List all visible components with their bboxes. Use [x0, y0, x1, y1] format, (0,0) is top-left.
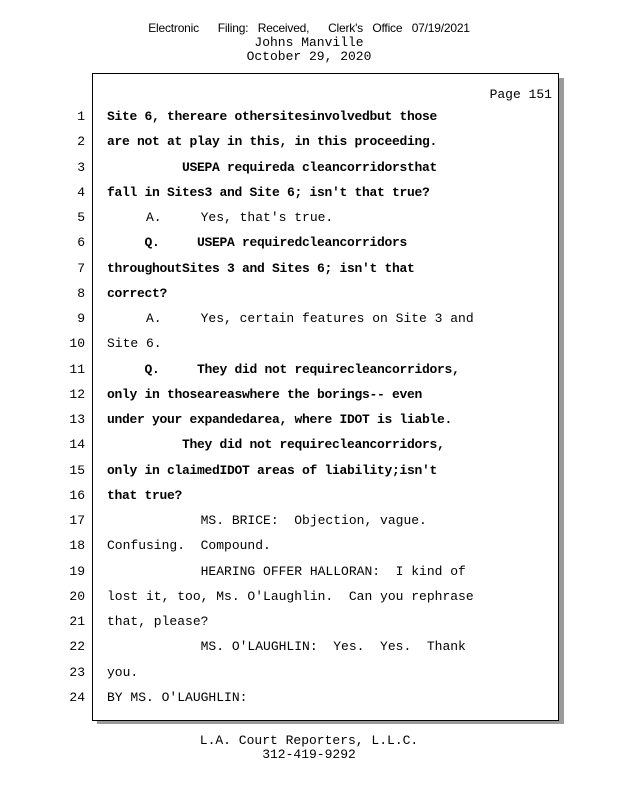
transcript-line: A. Yes, certain features on Site 3 and [107, 311, 474, 326]
transcript-line: Site 6, thereare othersitesinvolvedbut those [107, 109, 438, 124]
transcript-line: Site 6. [107, 336, 162, 352]
transcript-line: only in thoseareaswhere the borings-- even [107, 386, 423, 402]
line-number: 16 [69, 487, 85, 503]
deposition-date: October 29, 2020 [246, 49, 372, 64]
line-number: 12 [69, 386, 85, 402]
transcript-line: MS. BRICE: Objection, vague. [107, 513, 427, 528]
line-number: 18 [69, 538, 85, 554]
transcript-line: you. [107, 664, 139, 680]
line-number: 8 [77, 285, 85, 301]
transcript-line: throughoutSites 3 and Sites 6; isn't that [107, 260, 415, 276]
line-number: 15 [69, 462, 85, 478]
line-number: 2 [77, 134, 85, 150]
transcript-line: correct? [107, 285, 168, 301]
line-number: 9 [77, 311, 85, 326]
line-number: 7 [77, 260, 85, 276]
transcript-line: A. Yes, that's true. [107, 210, 334, 225]
transcript-line: that true? [107, 487, 183, 503]
transcript-line: fall in Sites3 and Site 6; isn't that true? [107, 184, 430, 200]
transcript-line: lost it, too, Ms. O'Laughlin. Can you rephrase [107, 588, 474, 604]
line-number: 11 [69, 361, 85, 377]
line-number: 4 [77, 184, 85, 200]
line-number: 21 [69, 614, 85, 629]
line-number: 5 [77, 210, 85, 225]
line-number: 22 [69, 639, 85, 655]
line-number: 3 [77, 159, 85, 175]
line-number: 24 [69, 689, 85, 705]
transcript-line: They did not requirecleancorridors, [107, 437, 445, 453]
reporter-name: L.A. Court Reporters, L.L.C. [199, 733, 419, 748]
reporter-phone: 312-419-9292 [262, 747, 356, 762]
transcript-line: that, please? [107, 614, 209, 629]
transcript-line: USEPA requireda cleancorridorsthat [107, 159, 438, 175]
transcript-line: under your expandedarea, where IDOT is liable. [107, 412, 453, 427]
transcript-line: HEARING OFFER HALLORAN: I kind of [107, 563, 466, 579]
deponent-name: Johns Manville [254, 35, 364, 50]
line-number: 1 [77, 109, 85, 124]
line-number: 14 [69, 437, 85, 453]
transcript-line: Confusing. Compound. [107, 538, 271, 554]
line-number: 19 [69, 563, 85, 579]
line-number: 23 [69, 664, 85, 680]
line-number: 10 [69, 336, 85, 352]
transcript-line: are not at play in this, in this proceeding. [107, 134, 438, 150]
line-number: 20 [69, 588, 85, 604]
transcript-line: only in claimedIDOT areas of liability;isn't [107, 462, 438, 478]
transcript-line: BY MS. O'LAUGHLIN: [107, 689, 248, 705]
line-number: 17 [69, 513, 85, 528]
transcript-line: Q. USEPA requiredcleancorridors [107, 235, 408, 251]
page-number: Page 151 [489, 87, 552, 102]
transcript-line: Q. They did not requirecleancorridors, [107, 361, 460, 377]
line-number: 13 [69, 412, 85, 427]
filing-stamp: Electronic Filing: Received, Clerk's Office 07/19/2021 [148, 21, 470, 35]
line-number: 6 [77, 235, 85, 251]
transcript-line: MS. O'LAUGHLIN: Yes. Yes. Thank [107, 639, 466, 655]
